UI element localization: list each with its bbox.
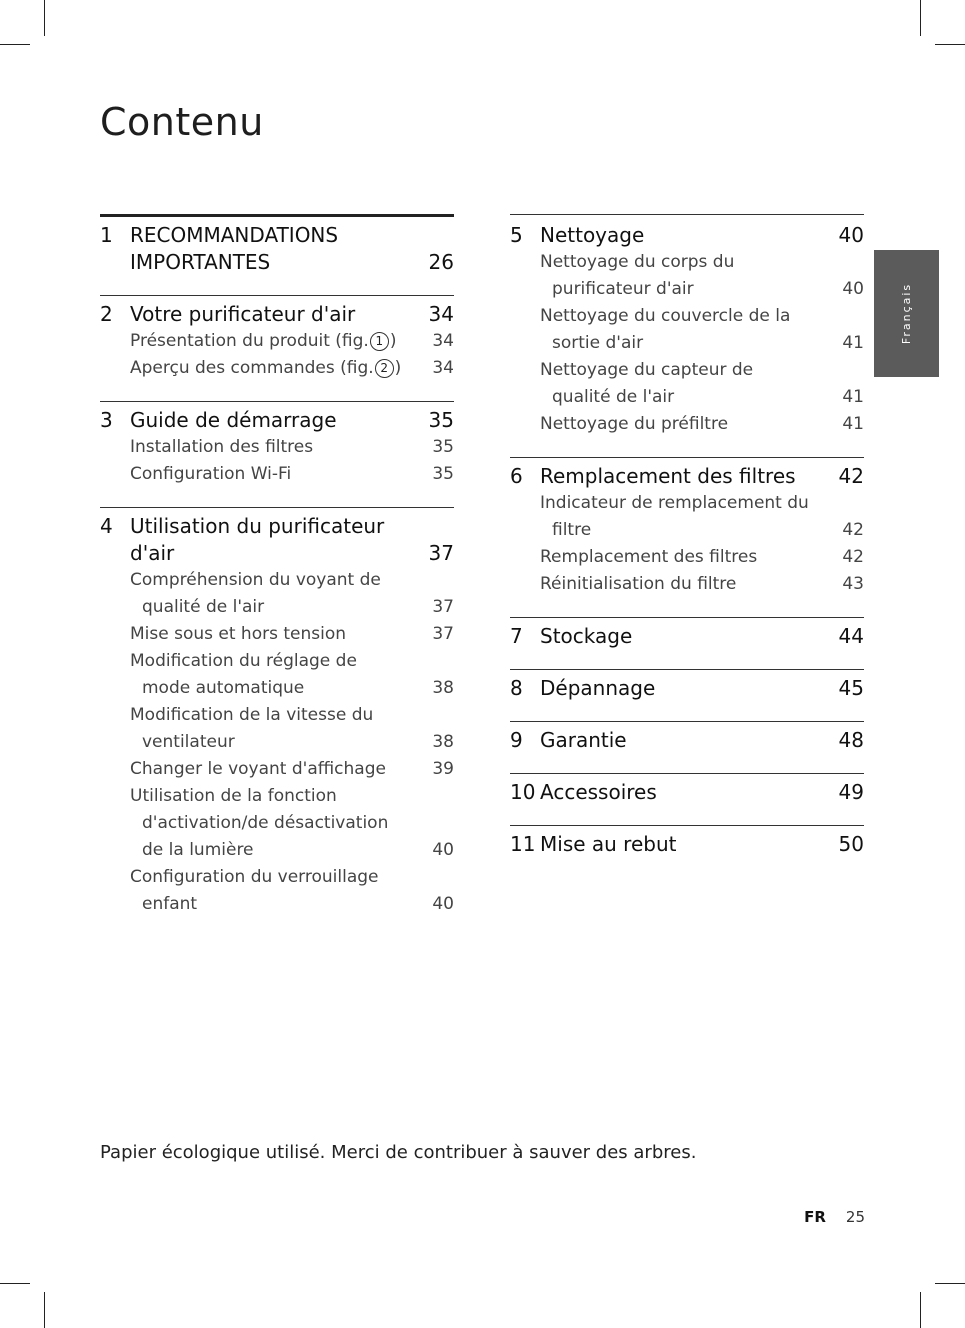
section-page: 34 — [428, 302, 454, 326]
page-folio — [804, 1208, 865, 1226]
language-tab — [874, 250, 939, 377]
toc-entry: Modification du réglage de mode automatique 38 — [100, 648, 454, 702]
crop-mark — [0, 1283, 30, 1284]
toc-entry: Changer le voyant d'affichage 39 — [100, 756, 454, 783]
entry-page: 41 — [842, 333, 864, 353]
entry-page: 35 — [432, 437, 454, 457]
toc-column-right — [510, 214, 864, 877]
entry-page: 37 — [432, 597, 454, 617]
eco-paper-note: Papier écologique utilisé. Merci de contribuer à sauver des arbres. — [100, 1142, 697, 1163]
crop-mark — [0, 44, 30, 45]
entry-page: 34 — [432, 358, 454, 378]
toc-section-8 — [510, 669, 864, 721]
language-tab-label: Français — [900, 282, 913, 345]
entry-page: 40 — [842, 279, 864, 299]
toc-section-11 — [510, 825, 864, 877]
entry-page: 43 — [842, 574, 864, 594]
crop-mark — [920, 1292, 921, 1328]
section-page: 35 — [428, 408, 454, 432]
section-title: Utilisation du purificateur d'air — [130, 514, 385, 565]
toc-entry: Présentation du produit (fig. 1 ) 34 — [100, 328, 454, 355]
section-title: Mise au rebut — [540, 832, 677, 856]
section-number: 11 — [510, 832, 536, 856]
toc-entry: Configuration Wi-Fi 35 — [100, 461, 454, 488]
toc-entry: Nettoyage du couvercle de la sortie d'air 41 — [510, 303, 864, 357]
toc-column-left — [100, 214, 454, 937]
section-title: RECOMMANDATIONS IMPORTANTES — [130, 223, 339, 274]
section-page: 37 — [428, 541, 454, 565]
entry-page: 39 — [432, 759, 454, 779]
section-number: 8 — [510, 676, 523, 700]
toc-entry: Modification de la vitesse du ventilateur 38 — [100, 702, 454, 756]
section-title: Guide de démarrage — [130, 408, 337, 432]
entry-page: 41 — [842, 414, 864, 434]
section-number: 1 — [100, 223, 113, 247]
section-title: Votre purificateur d'air — [130, 302, 356, 326]
folio-language: FR — [804, 1208, 826, 1226]
toc-section-1 — [100, 214, 454, 295]
toc-entry: Indicateur de remplacement du filtre 42 — [510, 490, 864, 544]
toc-entry: Utilisation de la fonction d'activation/de désactivation de la lumière 40 — [100, 783, 454, 864]
section-page: 44 — [838, 624, 864, 648]
toc-section-9 — [510, 721, 864, 773]
crop-mark — [920, 0, 921, 36]
section-page: 45 — [838, 676, 864, 700]
section-page: 50 — [838, 832, 864, 856]
section-title: Garantie — [540, 728, 627, 752]
toc-section-7 — [510, 617, 864, 669]
section-title: Accessoires — [540, 780, 657, 804]
toc-entry: Nettoyage du capteur de qualité de l'air 41 — [510, 357, 864, 411]
section-number: 2 — [100, 302, 113, 326]
toc-entry: Remplacement des filtres 42 — [510, 544, 864, 571]
toc-section-2 — [100, 295, 454, 401]
toc-section-10 — [510, 773, 864, 825]
section-number: 3 — [100, 408, 113, 432]
toc-section-5 — [510, 214, 864, 457]
page-title: Contenu — [100, 100, 264, 144]
crop-mark — [935, 1283, 965, 1284]
section-title: Remplacement des filtres — [540, 464, 796, 488]
entry-page: 34 — [432, 331, 454, 351]
section-number: 5 — [510, 223, 523, 247]
toc-section-3 — [100, 401, 454, 507]
section-number: 10 — [510, 780, 536, 804]
crop-mark — [44, 1292, 45, 1328]
section-page: 40 — [838, 223, 864, 247]
section-number: 6 — [510, 464, 523, 488]
entry-page: 41 — [842, 387, 864, 407]
toc-section-6 — [510, 457, 864, 617]
toc-entry: Compréhension du voyant de qualité de l'air 37 — [100, 567, 454, 621]
section-number: 9 — [510, 728, 523, 752]
entry-page: 38 — [432, 732, 454, 752]
toc-entry: Installation des filtres 35 — [100, 434, 454, 461]
entry-page: 42 — [842, 547, 864, 567]
entry-page: 38 — [432, 678, 454, 698]
section-number: 4 — [100, 514, 113, 538]
section-page: 26 — [428, 250, 454, 274]
section-number: 7 — [510, 624, 523, 648]
entry-page: 37 — [432, 624, 454, 644]
section-page: 48 — [838, 728, 864, 752]
crop-mark — [44, 0, 45, 36]
toc-section-4 — [100, 507, 454, 937]
figure-number-badge: 1 — [370, 332, 389, 351]
entry-page: 40 — [432, 894, 454, 914]
figure-number-badge: 2 — [375, 359, 394, 378]
toc-entry: Réinitialisation du filtre 43 — [510, 571, 864, 598]
section-title: Nettoyage — [540, 223, 645, 247]
section-title: Dépannage — [540, 676, 656, 700]
entry-page: 40 — [432, 840, 454, 860]
folio-page-number: 25 — [845, 1208, 865, 1226]
section-title: Stockage — [540, 624, 633, 648]
toc-entry: Mise sous et hors tension 37 — [100, 621, 454, 648]
toc-entry: Nettoyage du corps du purificateur d'air 40 — [510, 249, 864, 303]
toc-entry: Nettoyage du préfiltre 41 — [510, 411, 864, 438]
section-page: 42 — [838, 464, 864, 488]
toc-entry: Aperçu des commandes (fig. 2 ) 34 — [100, 355, 454, 382]
entry-page: 42 — [842, 520, 864, 540]
section-page: 49 — [838, 780, 864, 804]
entry-page: 35 — [432, 464, 454, 484]
toc-entry: Configuration du verrouillage enfant 40 — [100, 864, 454, 918]
crop-mark — [935, 44, 965, 45]
